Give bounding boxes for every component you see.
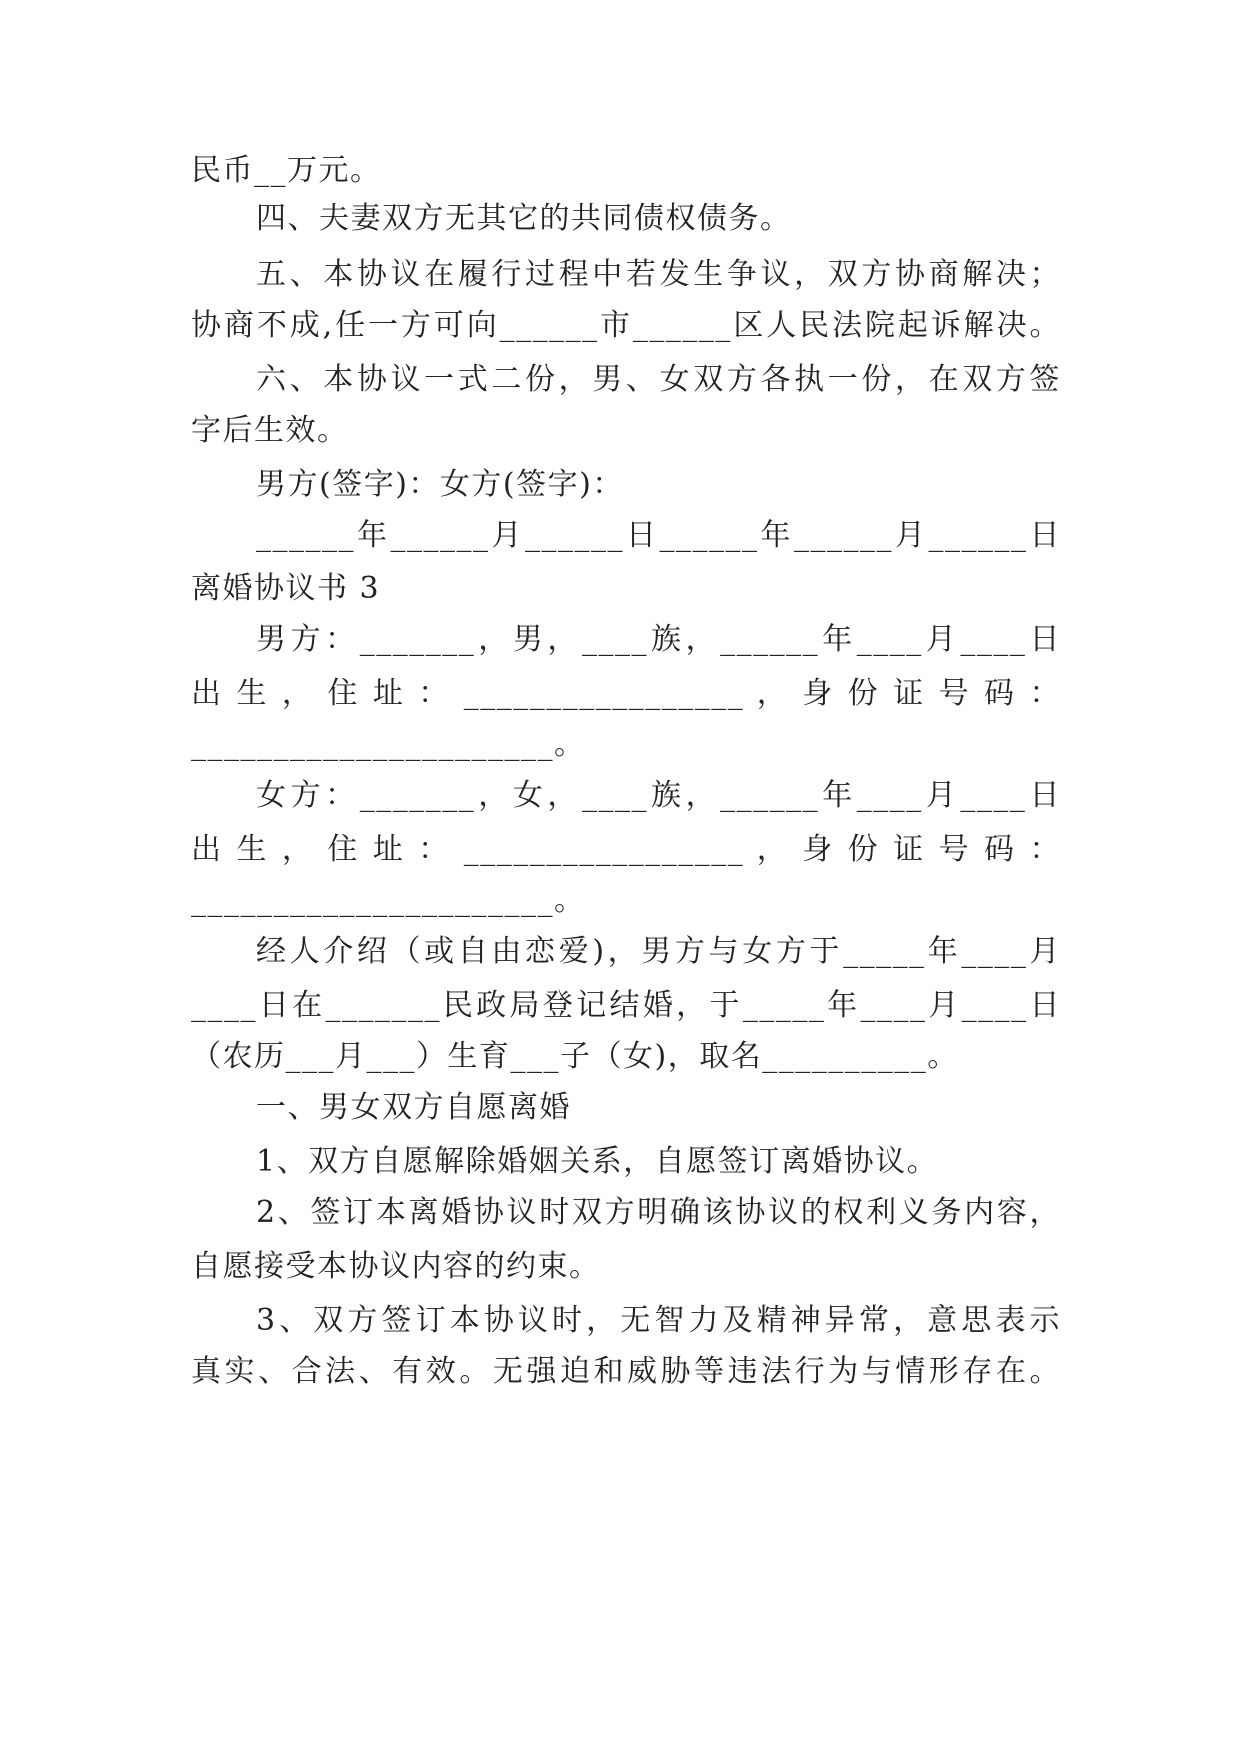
male-address-line: 出 生 ， 住 址 ： _________________ ， 身 份 证 号 码 ： <box>191 676 1061 711</box>
clause-6-continued: 字后生效。 <box>191 413 349 448</box>
signature-date-line: ______年______月______日______年______月______日 <box>256 518 1061 553</box>
marriage-intro-line: 经人介绍（或自由恋爱)，男方与女方于_____年____月 <box>256 934 1061 969</box>
female-id-line: ______________________。 <box>191 883 586 918</box>
signature-line: 男方(签字)：女方(签字)： <box>256 467 624 502</box>
clause-1-2: 2、签订本离婚协议时双方明确该协议的权利义务内容， <box>256 1195 1061 1230</box>
clause-5: 五、本协议在履行过程中若发生争议，双方协商解决； <box>256 257 1061 292</box>
marriage-registration-line: ____日在_______民政局登记结婚，于_____年____月____日 <box>191 988 1061 1023</box>
clause-1-1: 1、双方自愿解除婚姻关系，自愿签订离婚协议。 <box>256 1144 939 1179</box>
clause-1-3: 3、双方签订本协议时，无智力及精神异常，意思表示 <box>256 1303 1061 1338</box>
clause-6: 六、本协议一式二份，男、女双方各执一份，在双方签 <box>256 362 1061 397</box>
clause-4: 四、夫妻双方无其它的共同债权债务。 <box>256 201 792 236</box>
text-line-currency: 民币__万元。 <box>191 153 382 188</box>
clause-5-continued: 协商不成,任一方可向______市______区人民法院起诉解决。 <box>191 308 1061 343</box>
section-title: 离婚协议书 3 <box>191 571 381 606</box>
male-party-line: 男方：_______，男，____族，______年____月____日 <box>256 622 1061 657</box>
male-id-line: ______________________。 <box>191 727 586 762</box>
clause-1-2-continued: 自愿接受本协议内容的约束。 <box>191 1249 601 1284</box>
child-birth-line: （农历___月___）生育___子（女)，取名__________。 <box>191 1039 959 1074</box>
clause-heading-1: 一、男女双方自愿离婚 <box>256 1090 571 1125</box>
female-address-line: 出 生 ， 住 址 ： _________________ ， 身 份 证 号 码 ： <box>191 832 1061 867</box>
female-party-line: 女方：_______，女，____族，______年____月____日 <box>256 778 1061 813</box>
clause-1-3-continued: 真实、合法、有效。无强迫和威胁等违法行为与情形存在。 <box>191 1354 1061 1389</box>
